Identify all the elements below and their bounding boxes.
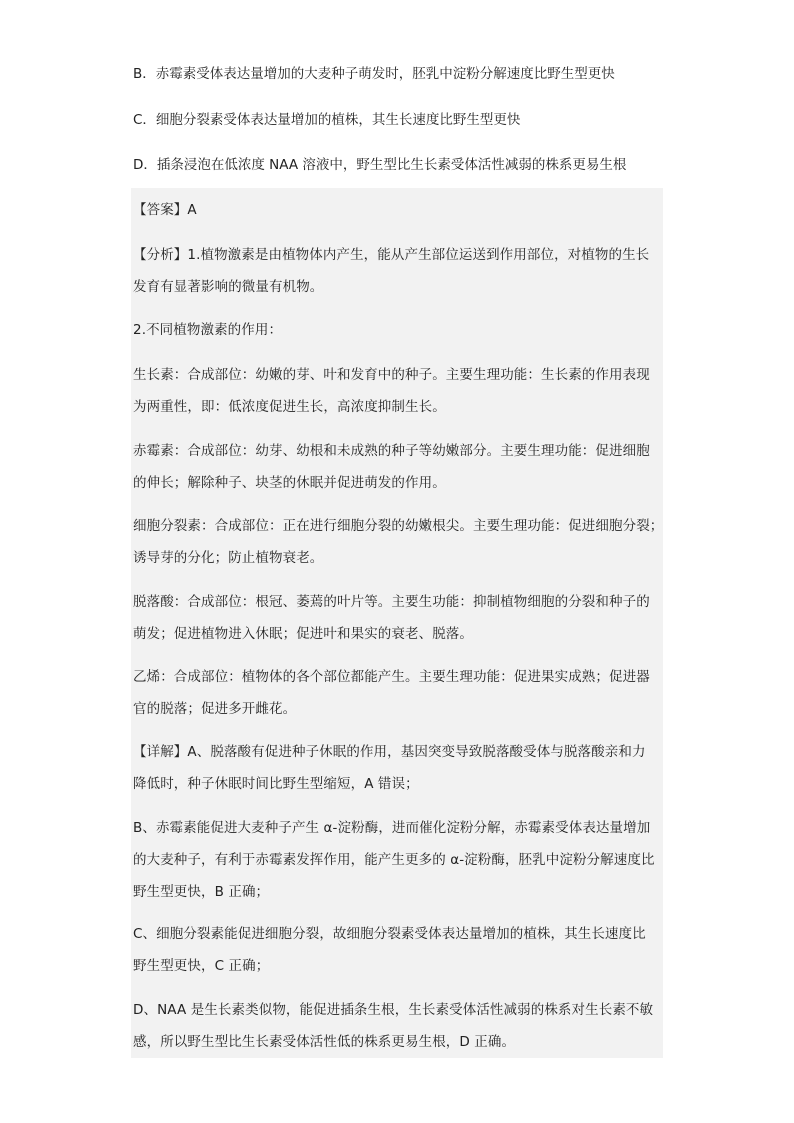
cytokinin-paragraph	[133, 510, 663, 574]
aba-line-1: 脱落酸：合成部位：根冠、萎蔫的叶片等。主要生功能：抑制植物细胞的分裂和种子的	[133, 594, 650, 610]
answer-tag: 【答案】	[133, 202, 188, 218]
ethylene-line-2: 官的脱落；促进多开雌花。	[133, 701, 297, 717]
option-d: D．插条浸泡在低浓度 NAA 溶液中，野生型比生长素受体活性减弱的株系更易生根	[133, 157, 627, 173]
aba-paragraph	[133, 586, 663, 650]
detail-c-paragraph	[133, 918, 663, 982]
detail-a-line-2: 降低时，种子休眠时间比野生型缩短，A 错误；	[133, 776, 419, 792]
gibberellin-line-2: 的伸长；解除种子、块茎的休眠并促进萌发的作用。	[133, 475, 446, 491]
detail-c-line-1: C、细胞分裂素能促进细胞分裂，故细胞分裂素受体表达量增加的植株，其生长速度比	[133, 926, 646, 942]
answer-paragraph	[133, 194, 663, 226]
detail-a-line-1: A、脱落酸有促进种子休眠的作用，基因突变导致脱落酸受体与脱落酸亲和力	[187, 744, 646, 760]
gibberellin-paragraph	[133, 435, 663, 499]
detail-b-paragraph	[133, 812, 663, 908]
analysis-paragraph	[133, 239, 663, 303]
auxin-paragraph	[133, 359, 663, 423]
answer-value: A	[187, 202, 197, 218]
detail-b-line-3: 野生型更快，B 正确；	[133, 884, 270, 900]
cytokinin-line-1: 细胞分裂素：合成部位：正在进行细胞分裂的幼嫩根尖。主要生理功能：促进细胞分裂；	[133, 518, 663, 534]
detail-b-line-1: B、赤霉素能促进大麦种子产生 α-淀粉酶，进而催化淀粉分解，赤霉素受体表达量增加	[133, 820, 651, 836]
option-b: B．赤霉素受体表达量增加的大麦种子萌发时，胚乳中淀粉分解速度比野生型更快	[133, 66, 615, 82]
detail-d-line-1: D、NAA 是生长素类似物，能促进插条生根，生长素受体活性减弱的株系对生长素不敏	[133, 1002, 654, 1018]
auxin-line-2: 为两重性，即：低浓度促进生长，高浓度抑制生长。	[133, 399, 446, 415]
analysis-line-2: 发育有显著影响的微量有机物。	[133, 279, 324, 295]
ethylene-paragraph	[133, 661, 663, 725]
gibberellin-line-1: 赤霉素：合成部位：幼芽、幼根和未成熟的种子等幼嫩部分。主要生理功能：促进细胞	[133, 443, 650, 459]
aba-line-2: 萌发；促进植物进入休眠；促进叶和果实的衰老、脱落。	[133, 626, 473, 642]
detail-tag: 【详解】	[133, 744, 188, 760]
analysis-tag: 【分析】	[133, 247, 188, 263]
analysis-point-2-text: 2.不同植物激素的作用：	[133, 322, 283, 338]
detail-b-line-2: 的大麦种子，有利于赤霉素发挥作用，能产生更多的 α-淀粉酶，胚乳中淀粉分解速度比	[133, 852, 655, 868]
detail-d-paragraph	[133, 994, 663, 1058]
detail-c-line-2: 野生型更快，C 正确；	[133, 958, 270, 974]
analysis-point-2	[133, 314, 663, 346]
detail-a-paragraph	[133, 736, 663, 800]
cytokinin-line-2: 诱导芽的分化；防止植物衰老。	[133, 550, 324, 566]
auxin-line-1: 生长素：合成部位：幼嫩的芽、叶和发育中的种子。主要生理功能：生长素的作用表现	[133, 367, 650, 383]
option-c: C．细胞分裂素受体表达量增加的植株，其生长速度比野生型更快	[133, 112, 521, 128]
detail-d-line-2: 感，所以野生型比生长素受体活性低的株系更易生根，D 正确。	[133, 1034, 516, 1050]
analysis-line-1: 1.植物激素是由植物体内产生，能从产生部位运送到作用部位，对植物的生长	[187, 247, 650, 263]
ethylene-line-1: 乙烯：合成部位：植物体的各个部位都能产生。主要生理功能：促进果实成熟；促进器	[133, 669, 650, 685]
